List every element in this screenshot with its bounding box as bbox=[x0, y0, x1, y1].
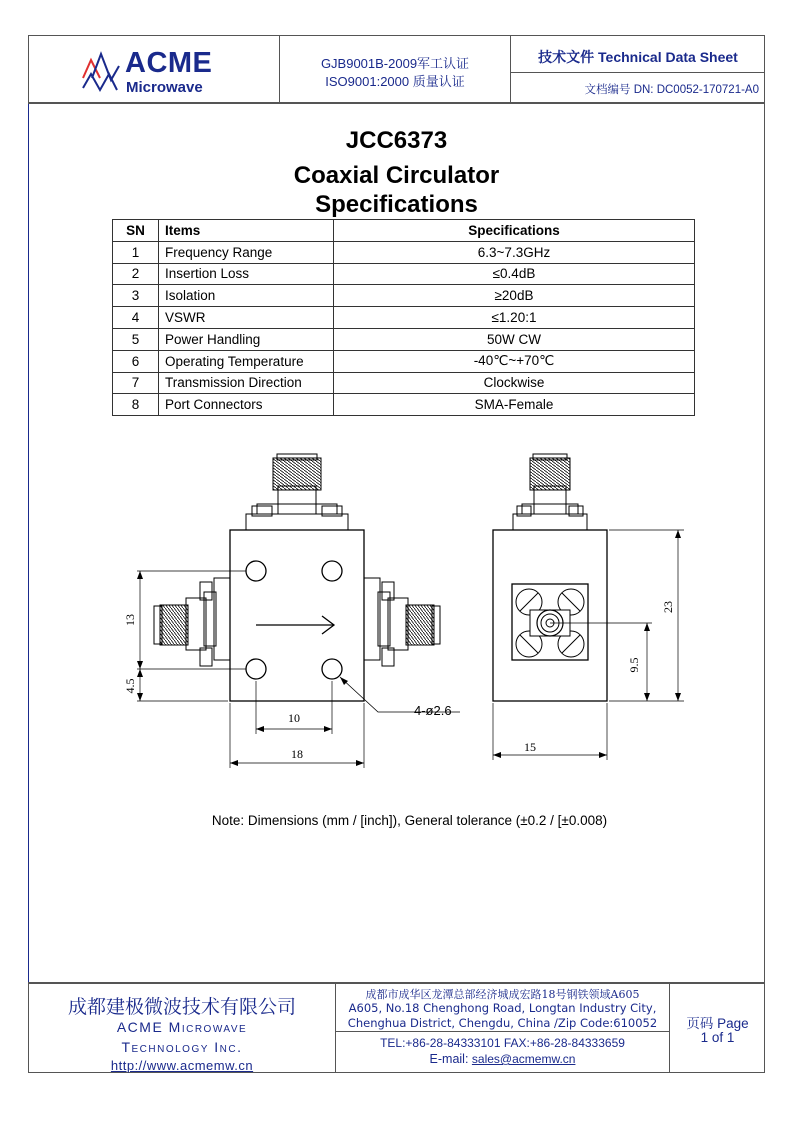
doc-number: 文档编号 DN: DC0052-170721-A0 bbox=[584, 84, 759, 96]
dim-23-label: 23 bbox=[661, 601, 675, 613]
acme-logo-icon bbox=[81, 44, 123, 96]
row-item: Transmission Direction bbox=[159, 372, 334, 394]
doc-type: 技术文件 Technical Data Sheet bbox=[538, 49, 738, 65]
company-name-en-1: ACME Microwave bbox=[116, 1019, 248, 1035]
row-spec: SMA-Female bbox=[334, 394, 695, 416]
dim-15-label: 15 bbox=[524, 740, 536, 754]
table-row bbox=[113, 307, 695, 329]
address-en-1: A605, No.18 Chenghong Road, Longtan Industry City, bbox=[348, 1001, 657, 1015]
email-link[interactable]: sales@acmemw.cn bbox=[471, 1052, 576, 1066]
table-row bbox=[113, 328, 695, 350]
row-item: Operating Temperature bbox=[159, 350, 334, 372]
row-item: Frequency Range bbox=[159, 241, 334, 263]
side-view bbox=[493, 454, 684, 760]
section-title: Specifications bbox=[315, 191, 478, 218]
row-sn: 6 bbox=[113, 350, 159, 372]
logo-acme-text: ACME bbox=[125, 47, 213, 79]
dim-18-label: 18 bbox=[291, 747, 303, 761]
row-item: Isolation bbox=[159, 285, 334, 307]
page-label: 页码 Page bbox=[686, 1016, 749, 1031]
row-sn: 8 bbox=[113, 394, 159, 416]
dim-hole-label: 4-ø2.6 bbox=[414, 703, 452, 718]
tel-fax: TEL:+86-28-84333101 FAX:+86-28-84333659 bbox=[380, 1036, 625, 1050]
address-cn: 成都市成华区龙潭总部经济城成宏路18号钢铁领域A605 bbox=[365, 988, 640, 1001]
dim-10-label: 10 bbox=[288, 711, 300, 725]
dim-13-label: 13 bbox=[123, 614, 137, 626]
row-spec: -40℃~+70℃ bbox=[334, 350, 695, 372]
company-name-en-2: Technology Inc. bbox=[121, 1039, 243, 1055]
cert-gjb: GJB9001B-2009军工认证 bbox=[320, 56, 470, 71]
row-sn: 2 bbox=[113, 263, 159, 285]
table-row bbox=[113, 285, 695, 307]
page-value: 1 of 1 bbox=[700, 1030, 735, 1045]
table-row bbox=[113, 394, 695, 416]
row-sn: 1 bbox=[113, 241, 159, 263]
row-item: Insertion Loss bbox=[159, 263, 334, 285]
col-header-sn: SN bbox=[113, 220, 159, 242]
row-sn: 5 bbox=[113, 328, 159, 350]
logo-microwave-text: Microwave bbox=[126, 79, 203, 96]
row-item: Power Handling bbox=[159, 328, 334, 350]
row-spec: ≥20dB bbox=[334, 285, 695, 307]
footer bbox=[28, 983, 765, 1073]
product-title: Coaxial Circulator bbox=[293, 162, 500, 189]
row-spec: ≤0.4dB bbox=[334, 263, 695, 285]
row-spec: 50W CW bbox=[334, 328, 695, 350]
row-sn: 3 bbox=[113, 285, 159, 307]
row-spec: Clockwise bbox=[334, 372, 695, 394]
outline-drawing bbox=[0, 440, 795, 780]
dim-9-5-label: 9.5 bbox=[627, 657, 641, 673]
table-row bbox=[113, 241, 695, 263]
table-row bbox=[113, 372, 695, 394]
dim-4-5-label: 4.5 bbox=[123, 678, 137, 694]
row-spec: ≤1.20:1 bbox=[334, 307, 695, 329]
table-header-row bbox=[113, 220, 695, 242]
header bbox=[28, 35, 765, 103]
dimension-note: Note: Dimensions (mm / [inch]), General tolerance (±0.2 / [±0.008) bbox=[211, 813, 608, 828]
table-row bbox=[113, 350, 695, 372]
email-label: E-mail: bbox=[429, 1052, 472, 1066]
spec-table bbox=[112, 219, 695, 416]
model-title: JCC6373 bbox=[345, 127, 448, 154]
row-item: VSWR bbox=[159, 307, 334, 329]
company-name-cn: 成都建极微波技术有限公司 bbox=[67, 997, 296, 1018]
col-header-items: Items bbox=[159, 220, 334, 242]
col-header-specifications: Specifications bbox=[334, 220, 695, 242]
row-spec: 6.3~7.3GHz bbox=[334, 241, 695, 263]
row-sn: 7 bbox=[113, 372, 159, 394]
website-link[interactable]: http://www.acmemw.cn bbox=[110, 1058, 254, 1073]
cert-iso: ISO9001:2000 质量认证 bbox=[325, 74, 465, 89]
address-en-2: Chenghua District, Chengdu, China /Zip Code:610052 bbox=[347, 1016, 658, 1030]
row-sn: 4 bbox=[113, 307, 159, 329]
table-row bbox=[113, 263, 695, 285]
email-line bbox=[336, 1052, 669, 1066]
row-item: Port Connectors bbox=[159, 394, 334, 416]
